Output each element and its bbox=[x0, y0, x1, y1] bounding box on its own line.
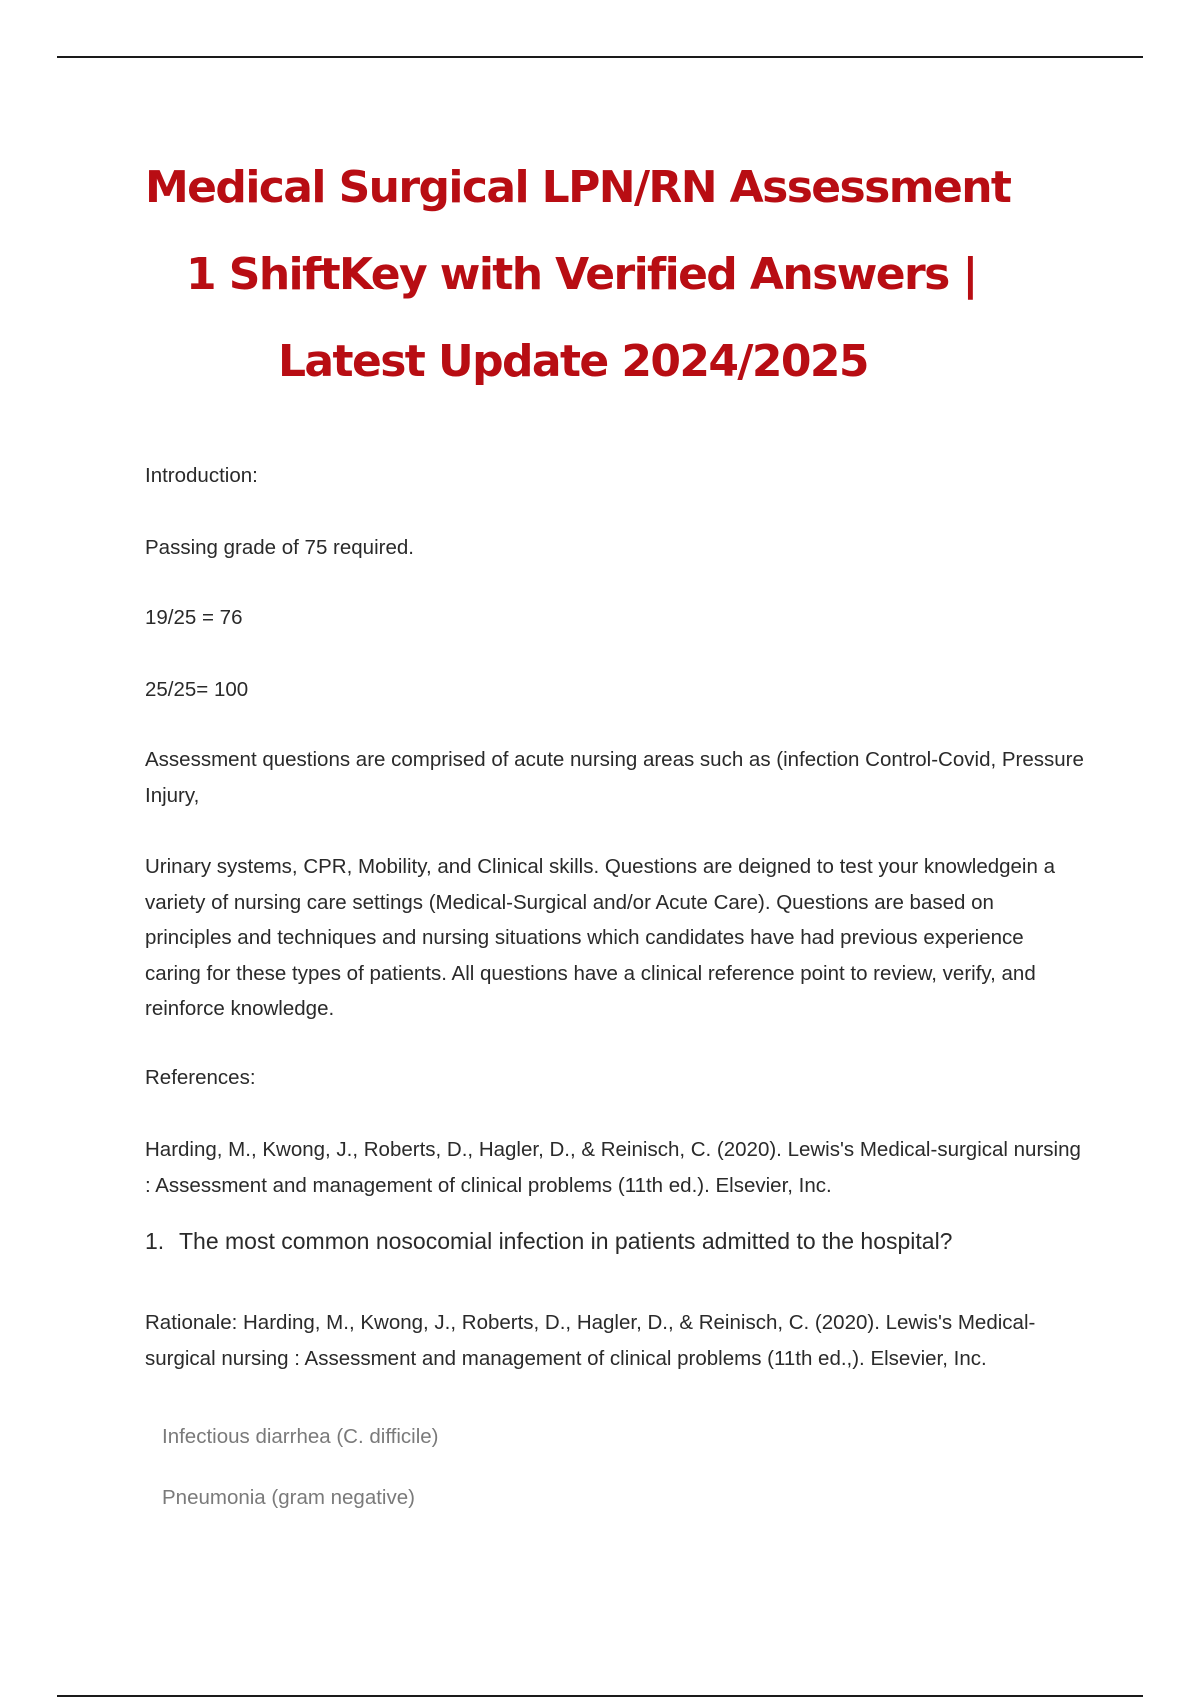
title-line-1: Medical Surgical LPN/RN Assessment bbox=[145, 162, 1011, 213]
assessment-paragraph-1: Assessment questions are comprised of acute nursing areas such as (infection Control-Covid, Pressure Injury, bbox=[145, 748, 1084, 807]
answer-option-2[interactable]: Pneumonia (gram negative) bbox=[162, 1486, 415, 1509]
question-number: 1. bbox=[145, 1228, 165, 1254]
question-text: The most common nosocomial infection in patients admitted to the hospital? bbox=[179, 1228, 953, 1254]
title-line-3: Latest Update 2024/2025 bbox=[278, 336, 868, 387]
assessment-paragraph-2: Urinary systems, CPR, Mobility, and Clinical skills. Questions are deigned to test your knowledgein a variety of nursing care settings (Medical-Surgical and/or Acute Care). Questions are based on principles and techniques and nursing situations which candidates have had previous experience caring for these types of patients. All questions have a clinical reference point to review, verify, and reinforce knowledge. bbox=[145, 855, 1055, 1020]
references-heading: References: bbox=[145, 1066, 256, 1089]
top-rule bbox=[57, 56, 1143, 58]
score-line-1: 19/25 = 76 bbox=[145, 606, 243, 629]
title-line-2: 1 ShiftKey with Verified Answers | bbox=[186, 249, 977, 300]
question-1 bbox=[145, 1224, 1085, 1258]
question-rationale: Rationale: Harding, M., Kwong, J., Roberts, D., Hagler, D., & Reinisch, C. (2020). Lewis's Medical-surgical nursing : Assessment and management of clinical problems (11th ed.,). Elsevier, Inc. bbox=[145, 1311, 1036, 1370]
reference-citation: Harding, M., Kwong, J., Roberts, D., Hagler, D., & Reinisch, C. (2020). Lewis's Medical-surgical nursing : Assessment and management of clinical problems (11th ed.). Elsevier, Inc. bbox=[145, 1138, 1081, 1197]
answer-option-1[interactable]: Infectious diarrhea (C. difficile) bbox=[162, 1425, 439, 1448]
score-line-2: 25/25= 100 bbox=[145, 678, 249, 701]
intro-heading: Introduction: bbox=[145, 464, 258, 487]
bottom-rule bbox=[57, 1695, 1143, 1697]
passing-grade-text: Passing grade of 75 required. bbox=[145, 536, 414, 559]
